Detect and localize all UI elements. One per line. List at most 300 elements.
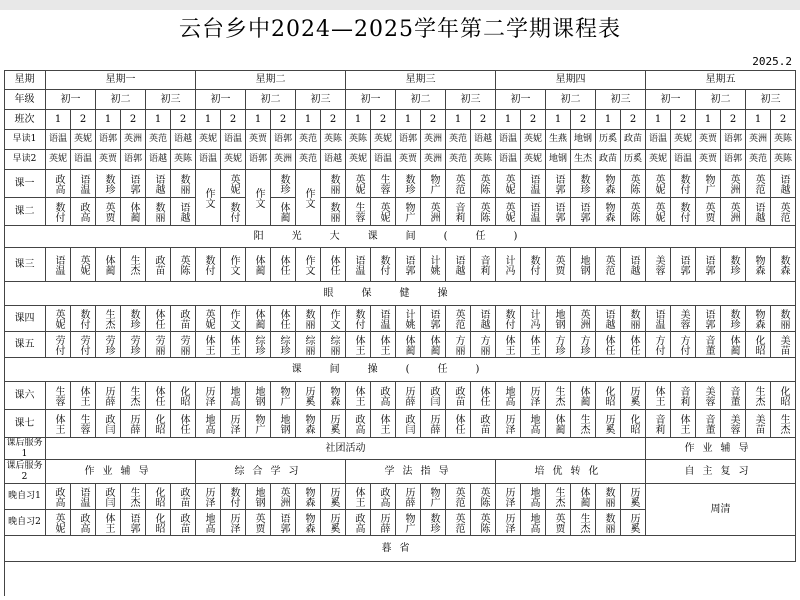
- early-reading-cell: 英陈: [346, 130, 371, 150]
- early-reading-cell: 语郭: [271, 130, 296, 150]
- early-reading-cell: 英范: [296, 130, 321, 150]
- lesson-cell: 体蔺: [96, 248, 121, 282]
- class-number: 1: [696, 110, 721, 130]
- lesson-cell: 历薛: [96, 382, 121, 410]
- lesson-cell: 体任: [271, 306, 296, 332]
- lesson-cell: 物广: [396, 198, 421, 226]
- lesson-cell: 生杰: [746, 382, 771, 410]
- lesson-cell: 地高: [221, 382, 246, 410]
- early-reading-cell: 语温: [371, 150, 396, 170]
- lesson-cell: 政高: [371, 382, 396, 410]
- lesson-cell: 英范: [771, 198, 796, 226]
- lesson-cell: 英洲: [721, 198, 746, 226]
- after-school-2-cell: 综合学习: [196, 460, 346, 484]
- lesson-cell: 数珍: [96, 170, 121, 198]
- lesson-cell: 数付: [346, 306, 371, 332]
- evening-study-cell: 英陈: [471, 510, 496, 536]
- evening-study-cell: 物广: [421, 484, 446, 510]
- class-number: 2: [521, 110, 546, 130]
- day-header: 星期五: [646, 70, 796, 90]
- evening-study-cell: 政苗: [171, 484, 196, 510]
- lesson-cell: 体任: [146, 306, 171, 332]
- lesson-cell: 劳付: [71, 332, 96, 358]
- weekly-review-cell: 周清: [646, 484, 796, 536]
- evening-study-cell: 英范: [446, 510, 471, 536]
- lesson-cell: 语郭: [696, 248, 721, 282]
- lesson-cell: 数珍: [571, 170, 596, 198]
- evening-study-cell: 化昭: [146, 484, 171, 510]
- early-reading-cell: 英妮: [346, 150, 371, 170]
- lesson-cell: 语郭: [396, 248, 421, 282]
- lesson-cell: 体王: [46, 410, 71, 438]
- early-reading-cell: 英洲: [421, 130, 446, 150]
- lesson-cell: 计姚: [396, 306, 421, 332]
- early-reading-cell: 英陈: [771, 130, 796, 150]
- lesson-cell: 英陈: [471, 198, 496, 226]
- evening-study-cell: 地钢: [246, 484, 271, 510]
- lesson-cell: 历奚: [321, 410, 346, 438]
- lesson-cell: 生杰: [571, 410, 596, 438]
- date-label: 2025.2: [752, 55, 792, 68]
- lesson-cell: 音莉: [471, 248, 496, 282]
- lesson-cell: 数珍: [721, 248, 746, 282]
- early-reading-cell: 政苗: [596, 150, 621, 170]
- early-reading-cell: 语郭: [246, 150, 271, 170]
- early-reading-cell: 英妮: [221, 150, 246, 170]
- lesson-cell: 体蔺: [571, 382, 596, 410]
- early-reading-cell: 英妮: [71, 130, 96, 150]
- lesson-cell: 语郭: [671, 248, 696, 282]
- lesson-cell: 地高: [496, 382, 521, 410]
- evening-study-cell: 政闫: [96, 484, 121, 510]
- lesson-cell: 语郭: [696, 306, 721, 332]
- lesson-cell: 地高: [196, 410, 221, 438]
- class-number: 1: [546, 110, 571, 130]
- lesson-label: 课二: [4, 198, 46, 226]
- lesson-cell: 语郭: [421, 306, 446, 332]
- class-number: 1: [46, 110, 71, 130]
- lesson-cell: 英陈: [621, 170, 646, 198]
- lesson-cell: 语郭: [121, 170, 146, 198]
- lesson-cell: 语温: [346, 248, 371, 282]
- lesson-cell: 语越: [146, 170, 171, 198]
- lesson-label: 课五: [4, 332, 46, 358]
- grade-header: 初一: [496, 90, 546, 110]
- early-reading-cell: 英范: [746, 150, 771, 170]
- lesson-cell: 美苗: [746, 410, 771, 438]
- lesson-cell: 生杰: [96, 306, 121, 332]
- lesson-cell: 生蓉: [46, 382, 71, 410]
- lesson-cell: 语越: [771, 170, 796, 198]
- lesson-cell: 生蓉: [346, 198, 371, 226]
- evening-study-cell: 物广: [396, 510, 421, 536]
- homework-help-cell: 作业辅导: [646, 438, 796, 460]
- evening-study-cell: 生杰: [571, 510, 596, 536]
- lesson-cell-merged: 作文: [196, 170, 221, 226]
- class-number: 2: [771, 110, 796, 130]
- lesson-cell: 体蔺: [271, 198, 296, 226]
- evening-study-cell: 历奚: [621, 484, 646, 510]
- lesson-cell: 英妮: [646, 170, 671, 198]
- early-reading-cell: 语温: [71, 150, 96, 170]
- evening-study-cell: 地高: [196, 510, 221, 536]
- grade-header: 初三: [746, 90, 796, 110]
- evening-study-cell: 体蔺: [571, 484, 596, 510]
- early-reading-cell: 英贾: [246, 130, 271, 150]
- banner-sun-break: 阳光大课间(任): [4, 226, 796, 248]
- lesson-cell: 体王: [646, 382, 671, 410]
- class-number: 2: [121, 110, 146, 130]
- lesson-cell: 政高: [71, 198, 96, 226]
- day-header: 星期三: [346, 70, 496, 90]
- early-reading-cell: 语温: [496, 130, 521, 150]
- lesson-cell: 作文: [221, 248, 246, 282]
- lesson-cell: 计姚: [421, 248, 446, 282]
- evening-study-cell: 历泽: [496, 484, 521, 510]
- lesson-cell: 综珍: [271, 332, 296, 358]
- lesson-cell: 物森: [746, 306, 771, 332]
- lesson-cell: 音莉: [446, 198, 471, 226]
- class-number: 2: [71, 110, 96, 130]
- lesson-cell: 方付: [671, 332, 696, 358]
- early-reading-cell: 语郭: [96, 130, 121, 150]
- evening-study-cell: 政高: [71, 510, 96, 536]
- class-number: 2: [221, 110, 246, 130]
- lesson-cell: 音莉: [671, 382, 696, 410]
- evening-study-cell: 英贾: [246, 510, 271, 536]
- lesson-cell: 物森: [321, 382, 346, 410]
- lesson-cell: 物广: [246, 410, 271, 438]
- lesson-cell: 物广: [271, 382, 296, 410]
- row-label-class: 班次: [4, 110, 46, 130]
- club-activity-cell: 社团活动: [46, 438, 646, 460]
- lesson-cell: 作文: [296, 248, 321, 282]
- lesson-cell: 音董: [696, 410, 721, 438]
- lesson-cell: 物森: [746, 248, 771, 282]
- class-number: 2: [571, 110, 596, 130]
- evening-study-cell: 物森: [296, 484, 321, 510]
- lesson-cell: 体王: [346, 332, 371, 358]
- lesson-cell: 英陈: [471, 170, 496, 198]
- lesson-cell: 方丽: [446, 332, 471, 358]
- lesson-cell: 语越: [746, 198, 771, 226]
- day-header: 星期一: [46, 70, 196, 90]
- after-school-2-cell: 作业辅导: [46, 460, 196, 484]
- lesson-cell: 化昭: [621, 410, 646, 438]
- lesson-label: 课三: [4, 248, 46, 282]
- evening-study-cell: 数付: [221, 484, 246, 510]
- early-reading-cell: 地钢: [546, 150, 571, 170]
- lesson-cell: 体王: [496, 332, 521, 358]
- lesson-cell: 政苗: [171, 306, 196, 332]
- evening-study-cell: 数丽: [596, 484, 621, 510]
- lesson-cell: 体蔺: [121, 198, 146, 226]
- early-reading-cell: 英洲: [271, 150, 296, 170]
- early-reading-cell: 语越: [146, 150, 171, 170]
- early-reading-cell: 语郭: [721, 130, 746, 150]
- lesson-cell: 英妮: [496, 198, 521, 226]
- evening-study-cell: 英洲: [271, 484, 296, 510]
- lesson-cell: 英贾: [96, 198, 121, 226]
- evening-study-cell: 英陈: [471, 484, 496, 510]
- early-reading-cell: 英妮: [521, 130, 546, 150]
- lesson-cell: 体王: [71, 382, 96, 410]
- lesson-cell: 数付: [671, 198, 696, 226]
- lesson-cell: 劳付: [46, 332, 71, 358]
- lesson-cell: 体任: [596, 332, 621, 358]
- lesson-cell: 数付: [521, 248, 546, 282]
- early-reading-cell: 英范: [146, 130, 171, 150]
- early-reading-cell: 语越: [471, 130, 496, 150]
- lesson-cell: 生杰: [546, 382, 571, 410]
- evening-study-cell: 体王: [346, 484, 371, 510]
- lesson-cell: 体蔺: [246, 306, 271, 332]
- lesson-cell: 政闫: [396, 410, 421, 438]
- early-reading-cell: 语温: [496, 150, 521, 170]
- lesson-cell: 劳丽: [171, 332, 196, 358]
- lesson-cell: 物广: [696, 170, 721, 198]
- lesson-cell: 英妮: [496, 170, 521, 198]
- lesson-cell: 政苗: [471, 410, 496, 438]
- early-reading-cell: 英陈: [471, 150, 496, 170]
- row-label-grade: 年级: [4, 90, 46, 110]
- lesson-cell-merged: 作文: [296, 170, 321, 226]
- evening-study-cell: 政高: [46, 484, 71, 510]
- lesson-cell: 体蔺: [396, 332, 421, 358]
- early-reading-cell: 语温: [46, 130, 71, 150]
- lesson-cell: 英洲: [571, 306, 596, 332]
- grade-header: 初二: [96, 90, 146, 110]
- row-label-day: 星期: [4, 70, 46, 90]
- early-reading-cell: 英妮: [521, 150, 546, 170]
- lesson-cell: 化昭: [771, 382, 796, 410]
- early-reading-cell: 语温: [646, 130, 671, 150]
- day-header: 星期四: [496, 70, 646, 90]
- lesson-cell: 方丽: [471, 332, 496, 358]
- lesson-cell: 语温: [371, 306, 396, 332]
- lesson-cell: 地钢: [571, 248, 596, 282]
- early-reading-cell: 语温: [671, 150, 696, 170]
- class-number: 2: [171, 110, 196, 130]
- lesson-cell: 数付: [371, 248, 396, 282]
- early-reading-cell: 语越: [171, 130, 196, 150]
- class-number: 1: [196, 110, 221, 130]
- class-number: 1: [396, 110, 421, 130]
- early-reading-cell: 英贾: [696, 130, 721, 150]
- evening-study-cell: 历薛: [396, 484, 421, 510]
- early-reading-cell: 英贾: [96, 150, 121, 170]
- lesson-cell: 数付: [496, 306, 521, 332]
- lesson-cell: 英贾: [696, 198, 721, 226]
- lesson-cell: 数付: [671, 170, 696, 198]
- lesson-cell: 语郭: [546, 170, 571, 198]
- evening-study-cell: 生杰: [546, 484, 571, 510]
- class-number: 2: [321, 110, 346, 130]
- lesson-cell: 体任: [271, 248, 296, 282]
- lesson-cell: 综丽: [321, 332, 346, 358]
- lesson-cell: 英妮: [221, 170, 246, 198]
- grade-header: 初一: [346, 90, 396, 110]
- grade-header: 初二: [696, 90, 746, 110]
- early-reading-cell: 英妮: [46, 150, 71, 170]
- class-number: 2: [671, 110, 696, 130]
- early-reading-cell: 地钢: [571, 130, 596, 150]
- early-reading-cell: 英妮: [371, 130, 396, 150]
- evening-study-cell: 政苗: [171, 510, 196, 536]
- evening-study-cell: 英范: [446, 484, 471, 510]
- row-label-early-reading: 早读2: [4, 150, 46, 170]
- lesson-cell: 历薛: [121, 410, 146, 438]
- early-reading-cell: 语越: [321, 150, 346, 170]
- lesson-label: 课一: [4, 170, 46, 198]
- lesson-cell: 作文: [321, 306, 346, 332]
- evening-study-cell: 数丽: [596, 510, 621, 536]
- class-number: 1: [446, 110, 471, 130]
- lesson-cell: 政高: [346, 410, 371, 438]
- lesson-cell: 计冯: [496, 248, 521, 282]
- class-number: 1: [146, 110, 171, 130]
- lesson-cell: 英妮: [371, 198, 396, 226]
- lesson-cell: 数丽: [296, 306, 321, 332]
- lesson-cell: 数丽: [321, 198, 346, 226]
- grade-header: 初二: [546, 90, 596, 110]
- lesson-cell: 地钢: [271, 410, 296, 438]
- evening-reflection-cell: 暮省: [4, 536, 796, 562]
- lesson-cell: 体任: [446, 410, 471, 438]
- lesson-cell: 物森: [296, 410, 321, 438]
- lesson-cell: 语越: [171, 198, 196, 226]
- early-reading-cell: 生燕: [546, 130, 571, 150]
- lesson-cell: 历泽: [196, 382, 221, 410]
- early-reading-cell: 英洲: [746, 130, 771, 150]
- early-reading-cell: 英范: [296, 150, 321, 170]
- lesson-cell: 语越: [446, 248, 471, 282]
- lesson-cell: 英范: [446, 170, 471, 198]
- lesson-cell: 音董: [696, 332, 721, 358]
- lesson-cell: 生蓉: [71, 410, 96, 438]
- evening-study-cell: 地高: [521, 484, 546, 510]
- lesson-cell: 历奚: [596, 410, 621, 438]
- early-reading-cell: 英陈: [171, 150, 196, 170]
- lesson-label: 课七: [4, 410, 46, 438]
- class-number: 1: [346, 110, 371, 130]
- evening-study-cell: 政高: [346, 510, 371, 536]
- early-reading-cell: 历奚: [596, 130, 621, 150]
- lesson-cell: 历薛: [421, 410, 446, 438]
- grade-header: 初三: [446, 90, 496, 110]
- lesson-cell: 英妮: [346, 170, 371, 198]
- class-number: 1: [96, 110, 121, 130]
- lesson-cell: 体蔺: [246, 248, 271, 282]
- lesson-cell: 英妮: [196, 306, 221, 332]
- class-number: 2: [621, 110, 646, 130]
- lesson-cell: 政闫: [421, 382, 446, 410]
- lesson-cell: 体蔺: [421, 332, 446, 358]
- grade-header: 初二: [396, 90, 446, 110]
- lesson-cell: 英洲: [421, 198, 446, 226]
- lesson-cell: 英范: [596, 248, 621, 282]
- lesson-cell: 英妮: [646, 198, 671, 226]
- lesson-cell: 语郭: [546, 198, 571, 226]
- class-number: 1: [746, 110, 771, 130]
- evening-study-label: 晚自习2: [4, 510, 46, 536]
- banner-break-exercise: 课间操(任): [4, 358, 796, 382]
- lesson-cell: 历奚: [296, 382, 321, 410]
- early-reading-cell: 英贾: [396, 150, 421, 170]
- early-reading-cell: 语温: [221, 130, 246, 150]
- class-number: 2: [421, 110, 446, 130]
- lesson-cell: 物广: [421, 170, 446, 198]
- row-label-early-reading: 早读1: [4, 130, 46, 150]
- schedule-table: [4, 70, 796, 596]
- lesson-cell: 数森: [771, 248, 796, 282]
- lesson-cell: 综丽: [296, 332, 321, 358]
- grade-header: 初一: [646, 90, 696, 110]
- lesson-cell-merged: 作文: [246, 170, 271, 226]
- lesson-cell: 语温: [646, 306, 671, 332]
- lesson-cell: 政苗: [446, 382, 471, 410]
- grade-header: 初一: [196, 90, 246, 110]
- lesson-cell: 体王: [671, 410, 696, 438]
- early-reading-cell: 生杰: [571, 150, 596, 170]
- lesson-cell: 英陈: [621, 198, 646, 226]
- lesson-cell: 历泽: [521, 382, 546, 410]
- evening-study-cell: 历泽: [196, 484, 221, 510]
- lesson-cell: 物森: [596, 198, 621, 226]
- lesson-cell: 化昭: [146, 410, 171, 438]
- evening-study-cell: 化昭: [146, 510, 171, 536]
- class-number: 2: [471, 110, 496, 130]
- lesson-cell: 地钢: [246, 382, 271, 410]
- lesson-cell: 体任: [171, 410, 196, 438]
- lesson-cell: 美蓉: [721, 410, 746, 438]
- lesson-cell: 数丽: [171, 170, 196, 198]
- lesson-cell: 美蓉: [696, 382, 721, 410]
- lesson-cell: 数付: [196, 248, 221, 282]
- lesson-cell: 数珍: [121, 306, 146, 332]
- lesson-cell: 劳丽: [146, 332, 171, 358]
- lesson-cell: 语越: [471, 306, 496, 332]
- lesson-cell: 体王: [371, 332, 396, 358]
- lesson-cell: 历薛: [396, 382, 421, 410]
- lesson-cell: 数珍: [271, 170, 296, 198]
- lesson-cell: 体王: [221, 332, 246, 358]
- after-school-2-cell: 学法指导: [346, 460, 496, 484]
- sheet-top-strip: [0, 0, 800, 10]
- evening-study-cell: 英贾: [546, 510, 571, 536]
- lesson-cell: 数付: [71, 306, 96, 332]
- early-reading-cell: 英妮: [671, 130, 696, 150]
- lesson-cell: 历奚: [621, 382, 646, 410]
- early-reading-cell: 英妮: [646, 150, 671, 170]
- after-school-label: 课后服务1: [4, 438, 46, 460]
- lesson-cell: 美蓉: [646, 248, 671, 282]
- grade-header: 初三: [296, 90, 346, 110]
- lesson-cell: 英洲: [721, 170, 746, 198]
- lesson-cell: 英贾: [546, 248, 571, 282]
- lesson-cell: 音莉: [646, 410, 671, 438]
- lesson-cell: 体任: [321, 248, 346, 282]
- lesson-cell: 方珍: [571, 332, 596, 358]
- evening-study-cell: 历薛: [371, 510, 396, 536]
- lesson-label: 课六: [4, 382, 46, 410]
- early-reading-cell: 英洲: [421, 150, 446, 170]
- grade-header: 初三: [596, 90, 646, 110]
- lesson-cell: 体任: [621, 332, 646, 358]
- page-title: 云台乡中2024—2025学年第二学期课程表: [179, 17, 621, 42]
- lesson-cell: 数珍: [721, 306, 746, 332]
- lesson-cell: 语温: [71, 170, 96, 198]
